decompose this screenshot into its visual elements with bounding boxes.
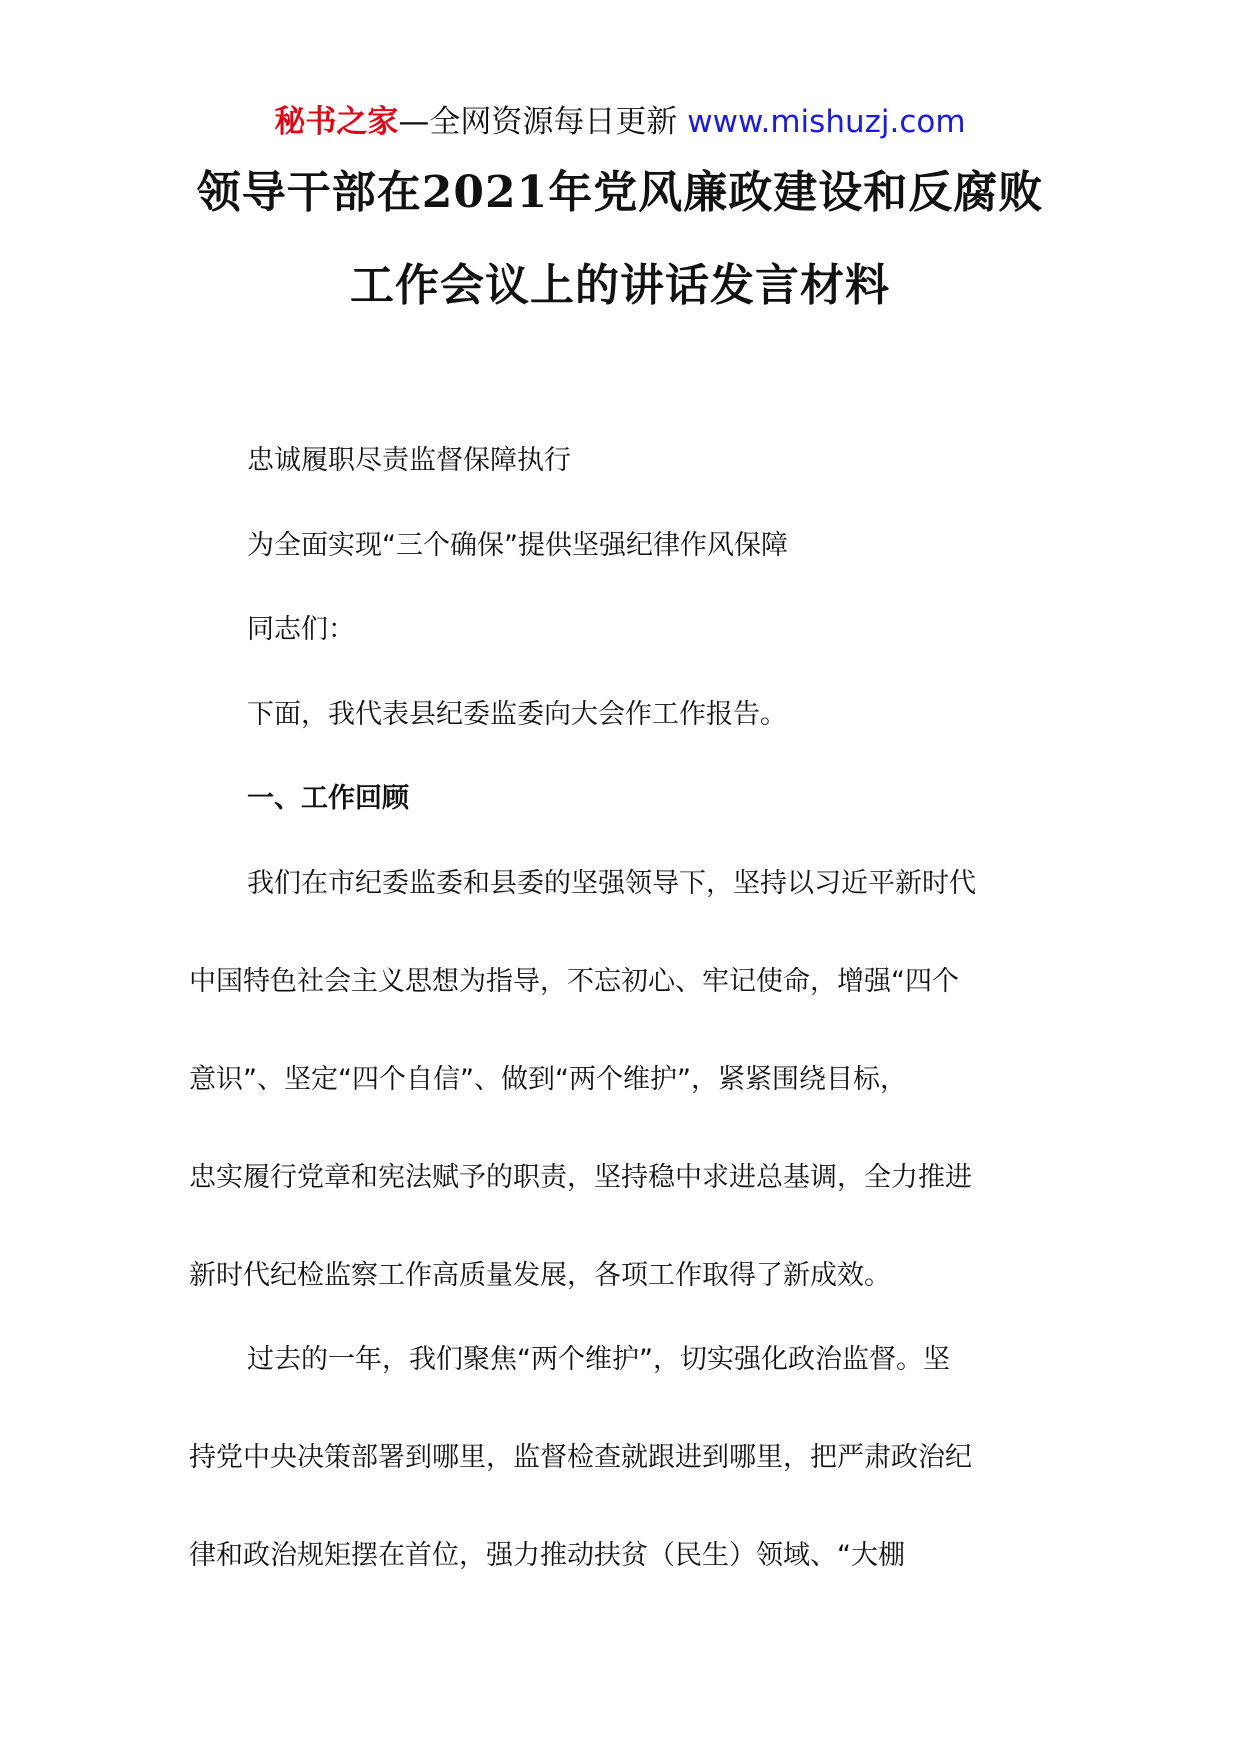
paragraph-2-line: 律和政治规矩摆在首位，强力推动扶贫（民生）领域、“大棚: [189, 1540, 905, 1571]
paragraph-1-line: 意识”、坚定“四个自信”、做到“两个维护”，紧紧围绕目标，: [189, 1064, 907, 1095]
salutation: 同志们：: [247, 614, 355, 645]
brand-name: 秘书之家: [274, 104, 399, 140]
paragraph-1-line: 新时代纪检监察工作高质量发展，各项工作取得了新成效。: [189, 1260, 891, 1291]
intro-paragraph: 下面，我代表县纪委监委向大会作工作报告。: [247, 699, 787, 730]
section-heading-1: 一、工作回顾: [247, 783, 409, 814]
subtitle-1: 忠诚履职尽责监督保障执行: [247, 445, 571, 476]
paragraph-1-line: 我们在市纪委监委和县委的坚强领导下，坚持以习近平新时代: [247, 868, 976, 899]
paragraph-1-line: 忠实履行党章和宪法赋予的职责，坚持稳中求进总基调，全力推进: [189, 1162, 972, 1193]
site-header: [0, 100, 1240, 144]
paragraph-2-line: 过去的一年，我们聚焦“两个维护”，切实强化政治监督。坚: [247, 1344, 950, 1375]
subtitle-2: 为全面实现“三个确保”提供坚强纪律作风保障: [247, 530, 788, 561]
paragraph-2-line: 持党中央决策部署到哪里，监督检查就跟进到哪里，把严肃政治纪: [189, 1442, 972, 1473]
document-title-line-2: 工作会议上的讲话发言材料: [350, 260, 890, 311]
site-url-link[interactable]: www.mishuzj.com: [687, 104, 966, 140]
paragraph-1-line: 中国特色社会主义思想为指导，不忘初心、牢记使命，增强“四个: [189, 966, 959, 997]
header-slogan: —全网资源每日更新: [398, 104, 678, 140]
document-title-line-1: 领导干部在2021年党风廉政建设和反腐败: [196, 167, 1044, 218]
